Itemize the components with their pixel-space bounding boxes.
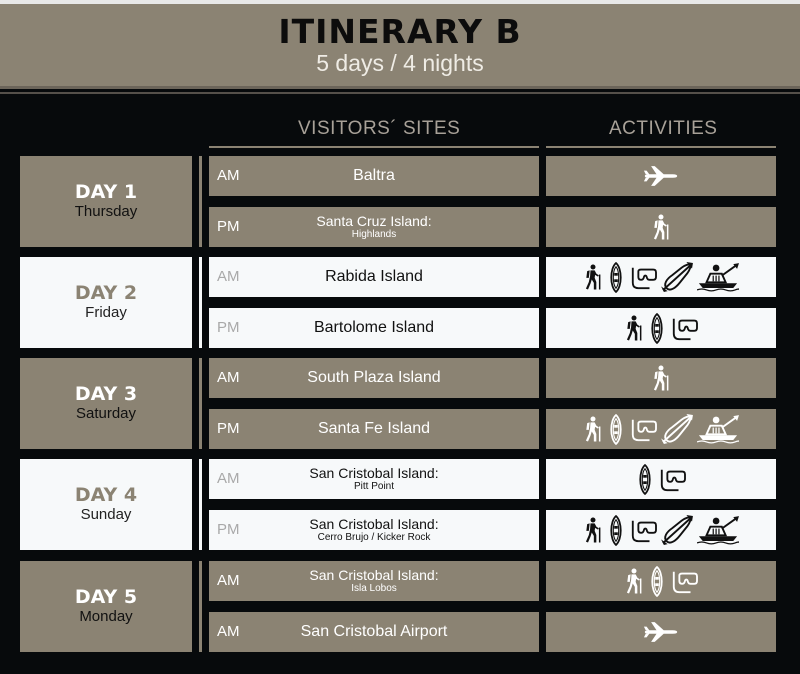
kayak-icon [661, 411, 693, 447]
time-of-day-label: AM [217, 268, 240, 285]
hiking-icon [624, 563, 644, 599]
activities-cell [546, 156, 776, 196]
day-divider-bar [199, 561, 202, 652]
column-header-sites: VISITORS´ SITES [298, 118, 461, 139]
site-name-block [284, 308, 464, 348]
day-box [20, 358, 192, 449]
activities-cell [546, 561, 776, 601]
day-weekday: Friday [85, 304, 127, 321]
site-name-block [284, 207, 464, 247]
site-name: Baltra [353, 167, 395, 184]
site-name-block [284, 257, 464, 297]
activities-cell [546, 257, 776, 297]
day-label: DAY 3 [74, 383, 138, 405]
visitor-site-cell [209, 257, 539, 297]
day-weekday: Monday [79, 608, 133, 625]
visitor-site-cell [209, 612, 539, 652]
kayak-icon [661, 259, 693, 295]
visitor-site-cell [209, 510, 539, 550]
day-box [20, 561, 192, 652]
day-box [20, 459, 192, 550]
site-name: San Cristobal Island: [309, 465, 439, 481]
visitor-site-cell [209, 358, 539, 398]
time-of-day-label: PM [217, 319, 240, 336]
visitor-site-cell [209, 561, 539, 601]
site-name-block [284, 156, 464, 196]
panga-icon [697, 512, 739, 548]
surfboard-icon [636, 461, 654, 497]
site-subname: Highlands [351, 229, 397, 240]
activities-cell [546, 308, 776, 348]
snorkel-icon [658, 461, 686, 497]
activities-cell [546, 510, 776, 550]
panga-icon [697, 259, 739, 295]
day-box [20, 257, 192, 348]
time-of-day-label: PM [217, 521, 240, 538]
surfboard-icon [648, 563, 666, 599]
hiking-icon [583, 512, 603, 548]
activities-header-rule [546, 146, 776, 148]
visitor-site-cell [209, 409, 539, 449]
snorkel-icon [629, 411, 657, 447]
site-name-block [284, 459, 464, 499]
time-of-day-label: AM [217, 572, 240, 589]
site-name: Santa Cruz Island: [316, 213, 432, 229]
time-of-day-label: AM [217, 470, 240, 487]
activities-cell [546, 612, 776, 652]
time-of-day-label: AM [217, 623, 240, 640]
hiking-icon [651, 209, 671, 245]
visitor-site-cell [209, 156, 539, 196]
site-name: Bartolome Island [313, 319, 435, 336]
snorkel-icon [629, 512, 657, 548]
time-of-day-label: PM [217, 218, 240, 235]
sites-header-rule [209, 146, 539, 148]
site-subname: Pitt Point [353, 481, 395, 492]
hiking-icon [583, 411, 603, 447]
time-of-day-label: AM [217, 369, 240, 386]
day-label: DAY 1 [74, 181, 138, 203]
day-divider-bar [199, 156, 202, 247]
day-weekday: Thursday [74, 203, 138, 220]
surfboard-icon [648, 310, 666, 346]
airplane-icon [643, 614, 679, 650]
panga-icon [697, 411, 739, 447]
day-divider-bar [199, 257, 202, 348]
surfboard-icon [607, 411, 625, 447]
visitor-site-cell [209, 207, 539, 247]
hiking-icon [583, 259, 603, 295]
activities-cell [546, 207, 776, 247]
surfboard-icon [607, 259, 625, 295]
day-label: DAY 2 [74, 282, 138, 304]
activities-cell [546, 358, 776, 398]
header-divider [0, 86, 800, 89]
day-weekday: Saturday [75, 405, 137, 422]
hiking-icon [651, 360, 671, 396]
time-of-day-label: AM [217, 167, 240, 184]
site-name-block [284, 612, 464, 652]
day-box [20, 156, 192, 247]
site-name-block [284, 409, 464, 449]
activities-cell [546, 459, 776, 499]
hiking-icon [624, 310, 644, 346]
site-subname: Isla Lobos [351, 583, 397, 594]
day-divider-bar [199, 459, 202, 550]
header-divider-thin [0, 92, 800, 94]
column-header-activities: ACTIVITIES [609, 118, 718, 139]
site-name: San Cristobal Island: [309, 516, 439, 532]
site-name: San Cristobal Island: [309, 567, 439, 583]
snorkel-icon [629, 259, 657, 295]
site-name-block [284, 561, 464, 601]
surfboard-icon [607, 512, 625, 548]
site-name: San Cristobal Airport [300, 623, 448, 640]
site-subname: Cerro Brujo / Kicker Rock [317, 532, 431, 543]
page-subtitle: 5 days / 4 nights [316, 50, 484, 76]
airplane-icon [643, 158, 679, 194]
snorkel-icon [670, 563, 698, 599]
snorkel-icon [670, 310, 698, 346]
day-divider-bar [199, 358, 202, 449]
visitor-site-cell [209, 308, 539, 348]
day-weekday: Sunday [80, 506, 132, 523]
activities-cell [546, 409, 776, 449]
page-header [0, 4, 800, 86]
site-name: South Plaza Island [307, 369, 441, 386]
day-label: DAY 4 [74, 484, 138, 506]
site-name: Rabida Island [325, 268, 423, 285]
page-title: ITINERARY B [278, 12, 522, 51]
site-name-block [284, 358, 464, 398]
day-label: DAY 5 [74, 586, 138, 608]
kayak-icon [661, 512, 693, 548]
site-name-block [284, 510, 464, 550]
visitor-site-cell [209, 459, 539, 499]
time-of-day-label: PM [217, 420, 240, 437]
site-name: Santa Fe Island [317, 420, 431, 437]
